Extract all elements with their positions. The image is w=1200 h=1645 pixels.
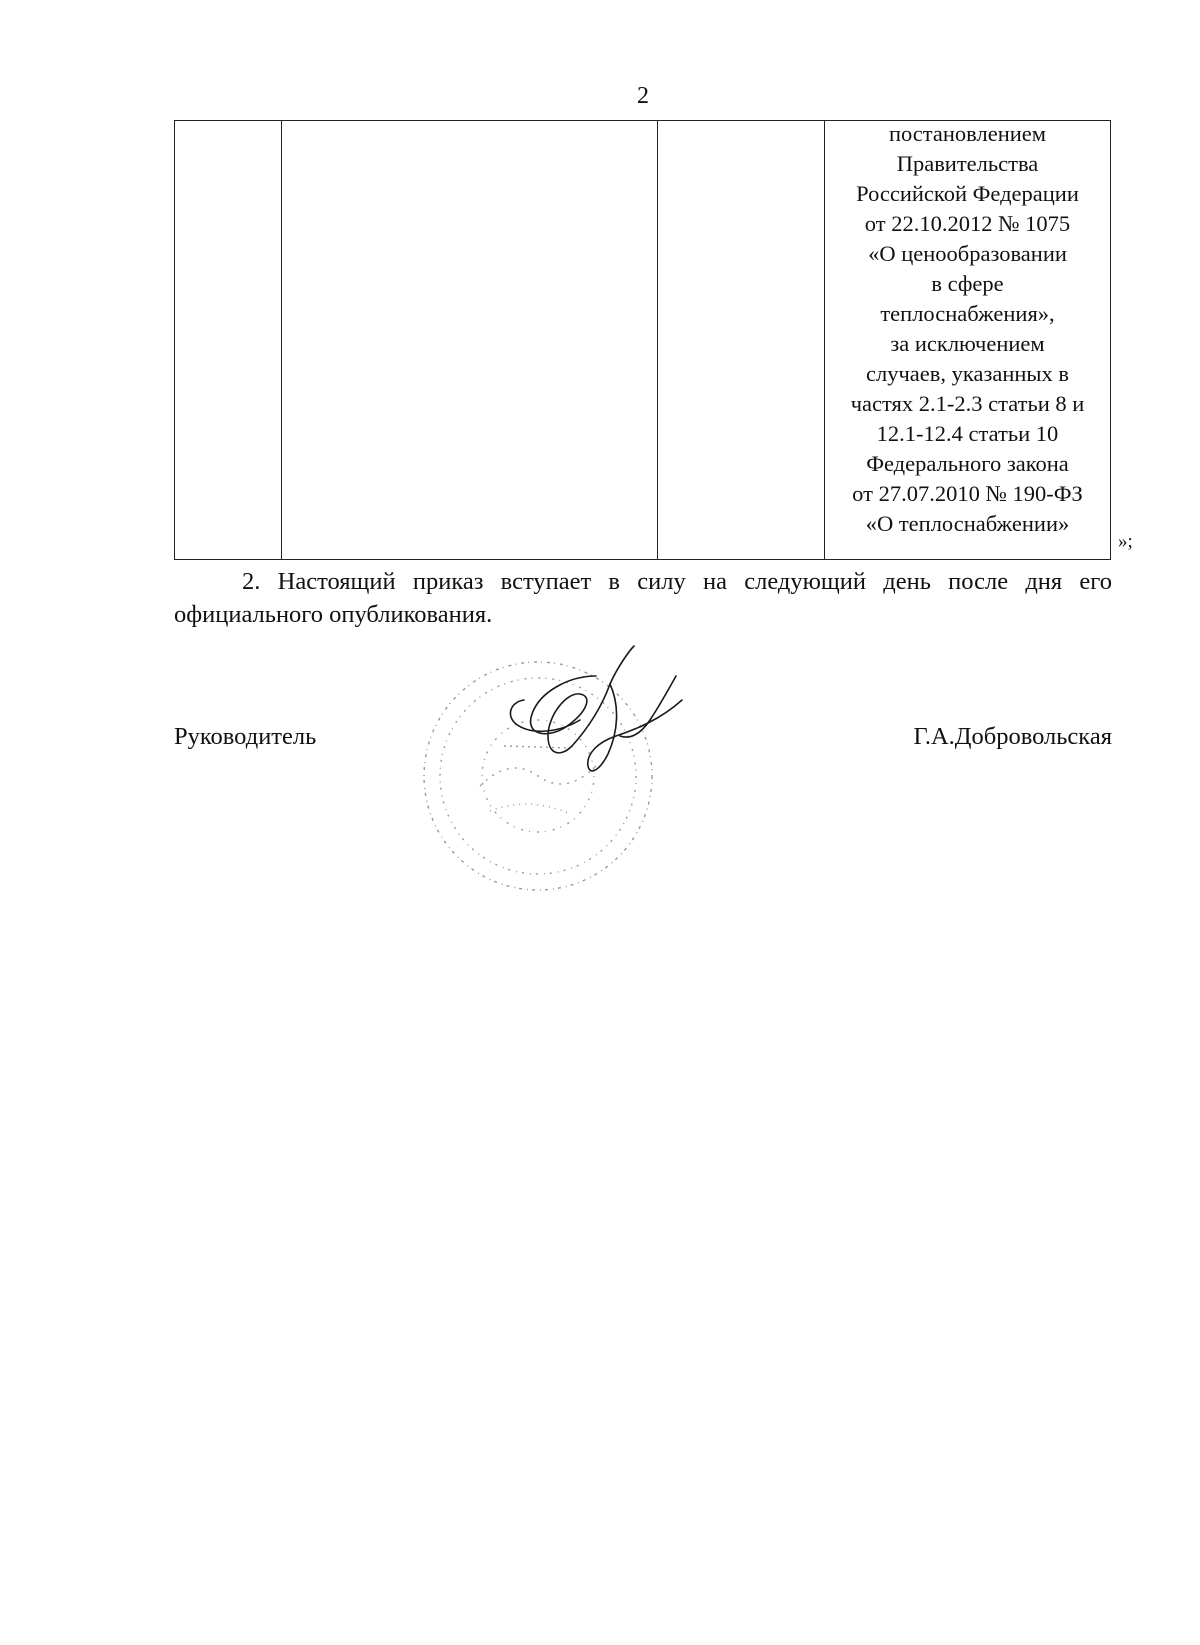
cell-line: Правительства bbox=[896, 151, 1039, 176]
cell-line: Федерального закона bbox=[866, 451, 1069, 476]
paragraph-effective-date: 2. Настоящий приказ вступает в силу на следующий день после дня его официального опубликования. bbox=[174, 568, 1112, 628]
table-cell-4 bbox=[825, 121, 1111, 560]
official-stamp-signature bbox=[420, 636, 710, 916]
cell-line: от 22.10.2012 № 1075 bbox=[864, 211, 1071, 236]
cell-legal-basis-text bbox=[825, 119, 1110, 539]
signature-scribble bbox=[510, 646, 682, 771]
cell-line: в сфере bbox=[931, 271, 1004, 296]
table-cell-1 bbox=[175, 121, 282, 560]
cell-line: частях 2.1-2.3 статьи 8 и bbox=[850, 391, 1085, 416]
closing-quote: »; bbox=[1118, 531, 1133, 552]
cell-line: теплоснабжения», bbox=[880, 301, 1055, 326]
table-cell-2 bbox=[282, 121, 658, 560]
signatory-title: Руководитель bbox=[174, 723, 317, 750]
signatory-name: Г.А.Добровольская bbox=[913, 723, 1112, 750]
table-cell-3 bbox=[658, 121, 825, 560]
cell-line: «О теплоснабжении» bbox=[865, 511, 1070, 536]
cell-line: за исключением bbox=[890, 331, 1045, 356]
page-number: 2 bbox=[637, 83, 649, 109]
cell-line: Российской Федерации bbox=[856, 181, 1079, 206]
amendment-table bbox=[174, 120, 1111, 560]
table-row bbox=[175, 121, 1111, 560]
cell-line: постановлением bbox=[888, 121, 1047, 146]
stamp-seal bbox=[424, 662, 652, 890]
cell-line: «О ценообразовании bbox=[868, 241, 1067, 266]
cell-line: от 27.07.2010 № 190-ФЗ bbox=[852, 481, 1083, 506]
cell-line: случаев, указанных в bbox=[865, 361, 1070, 386]
cell-line: 12.1-12.4 статьи 10 bbox=[876, 421, 1059, 446]
